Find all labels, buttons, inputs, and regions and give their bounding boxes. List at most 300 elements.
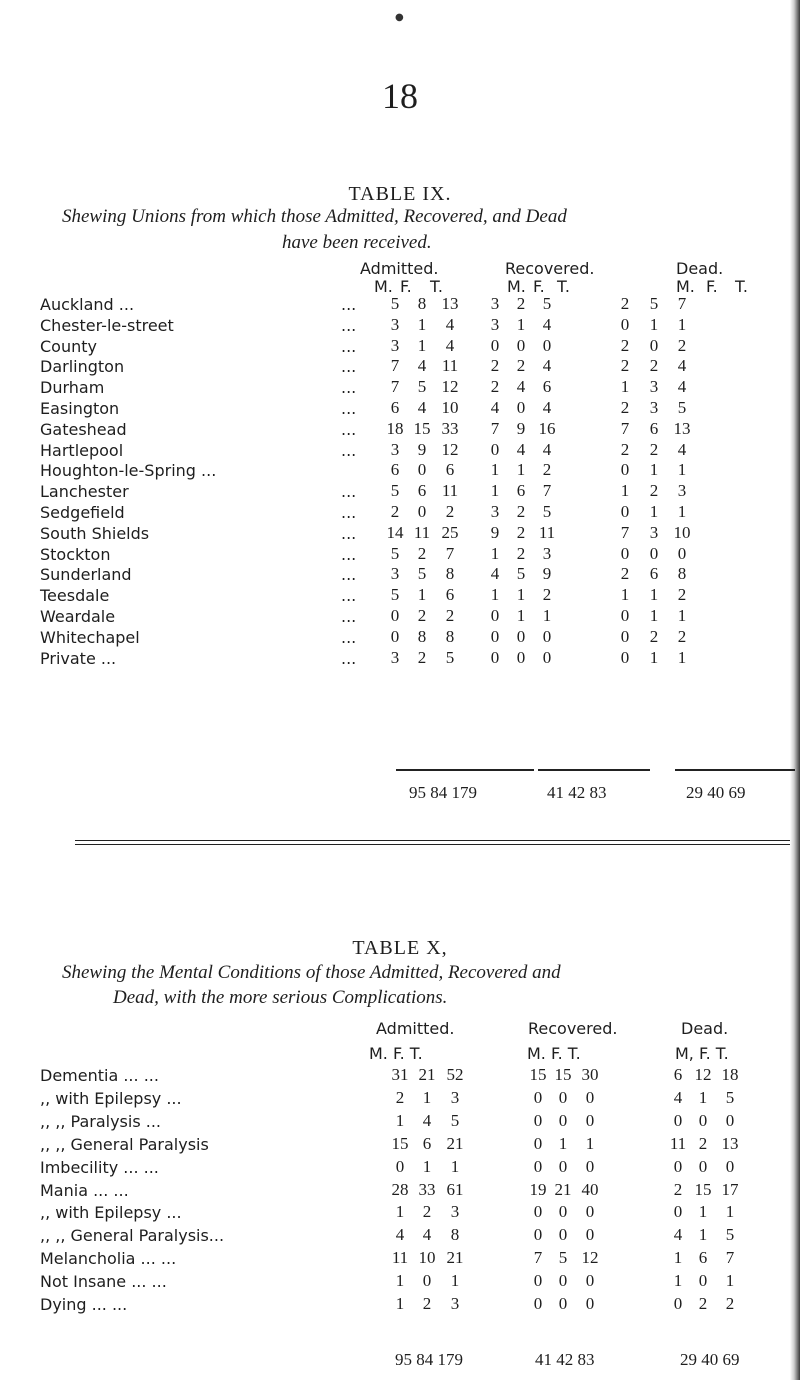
table10-row-label: Not Insane ... ...: [40, 1272, 167, 1292]
table9-cell: 1: [620, 377, 630, 397]
table10-cell: 3: [450, 1087, 460, 1107]
table9-cell: 2: [417, 647, 427, 667]
table9-cell: 2: [620, 335, 630, 355]
table9-cell: 0: [490, 606, 500, 625]
table10-total-recovered: 41 42 83: [535, 1350, 595, 1369]
table10-cell: 61: [446, 1179, 464, 1199]
table9-cell: 1: [490, 585, 500, 605]
table10-cell: 11: [669, 1133, 687, 1153]
table9-cell: 1: [516, 585, 526, 605]
table9-cell: 9: [542, 564, 552, 584]
table9-total-rule-dead: [675, 769, 795, 771]
table10-header-recovered: Recovered.: [528, 1019, 618, 1038]
table10-cell: 3: [450, 1202, 460, 1222]
table10-cell: 18: [721, 1065, 739, 1084]
table9-cell: 2: [516, 502, 526, 521]
table9-cell: 1: [516, 606, 526, 625]
table9-cell: 10: [441, 398, 459, 417]
table9-cell: 5: [417, 377, 427, 397]
table10-cell: 0: [585, 1271, 595, 1291]
table9-row-label: Private ...: [40, 648, 117, 668]
table9-cell: 0: [542, 626, 552, 646]
table9-row-label: Sedgefield: [40, 503, 125, 522]
table10-cell: 0: [673, 1110, 683, 1130]
table10-cell: 19: [529, 1179, 547, 1199]
table9-cell: 3: [649, 377, 659, 397]
table10-subheader-admitted: M. F. T.: [369, 1044, 423, 1063]
table9-cell: 13: [673, 418, 691, 438]
table9-cell: 0: [620, 460, 630, 480]
table10-cell: 0: [533, 1110, 543, 1130]
table10-cell: 4: [673, 1225, 683, 1245]
table9-cell: 3: [649, 522, 659, 542]
table10-total-admitted: 95 84 179: [395, 1350, 463, 1369]
table9-cell: 0: [677, 543, 687, 563]
table9-header-recovered: Recovered.: [505, 259, 595, 278]
table10-cell: 12: [694, 1065, 712, 1084]
table9-cell: 16: [538, 418, 556, 438]
table9-row-label: Whitechapel: [40, 627, 140, 647]
table9-row-label: Stockton: [40, 544, 111, 564]
table10-cell: 21: [554, 1179, 572, 1199]
table10-cell: 21: [418, 1065, 436, 1084]
table9-cell: 8: [445, 626, 455, 646]
table9-cell: 0: [417, 460, 427, 480]
table9-cell: 6: [649, 564, 659, 584]
table9-total-rule-admitted: [396, 769, 534, 771]
table9-row-label: Gateshead: [40, 419, 127, 439]
table10-cell: 1: [450, 1271, 460, 1291]
table9-cell: 2: [542, 585, 552, 605]
table9-cell: 25: [441, 522, 459, 542]
table10-cell: 0: [673, 1294, 683, 1313]
table9-cell: 7: [620, 522, 630, 542]
table9-cell: 1: [677, 314, 687, 334]
table9-cell: 4: [677, 377, 687, 397]
table9-title: TABLE IX.: [348, 183, 452, 205]
table9-cell: 3: [390, 335, 400, 355]
table10-row-label: ,, with Epilepsy ...: [40, 1088, 182, 1108]
table9-cell: 2: [417, 543, 427, 563]
table9-cell: 2: [516, 522, 526, 542]
table9-cell: 1: [677, 502, 687, 521]
table9-cell: 9: [516, 418, 526, 438]
table9-cell: 1: [516, 314, 526, 334]
table10-row-label: ,, with Epilepsy ...: [40, 1203, 182, 1223]
table9-cell: 5: [677, 398, 687, 417]
table10-cell: 0: [533, 1156, 543, 1176]
table9-cell: 1: [677, 460, 687, 480]
table9-cell: 4: [677, 439, 687, 459]
table9-cell: 6: [445, 585, 455, 605]
table9-total-dead: 29 40 69: [686, 783, 746, 802]
table10-cell: 0: [698, 1271, 708, 1291]
table9-cell: 0: [490, 626, 500, 646]
table10-cell: 1: [395, 1294, 405, 1313]
table10-cell: 1: [395, 1202, 405, 1222]
table9-cell: 1: [649, 314, 659, 334]
table9-row-label: Easington: [40, 399, 120, 418]
page-number: 18: [382, 76, 418, 116]
table9-subheader-t: T.: [735, 277, 748, 296]
table9-cell: 5: [542, 502, 552, 521]
table10-cell: 1: [395, 1110, 405, 1130]
table9-cell: 2: [677, 335, 687, 355]
table9-cell: 4: [516, 377, 526, 397]
table9-row-dots: ...: [341, 295, 357, 314]
table10-cell: 0: [585, 1225, 595, 1245]
table9-subheader-t: T.: [430, 277, 443, 296]
table9-cell: 9: [417, 439, 427, 459]
table10-cell: 40: [581, 1179, 599, 1199]
table9-cell: 18: [386, 418, 404, 438]
table10-cell: 6: [673, 1065, 683, 1084]
table9-cell: 2: [677, 626, 687, 646]
table10-caption-line2: Dead, with the more serious Complications.: [113, 987, 448, 1008]
table9-cell: 1: [649, 460, 659, 480]
table9-row-label: Lanchester: [40, 482, 129, 502]
table9-cell: 4: [542, 439, 552, 459]
table9-subheader-m: M.: [374, 277, 393, 296]
table10-cell: 7: [533, 1248, 543, 1268]
table10-cell: 0: [533, 1087, 543, 1107]
table10-cell: 0: [533, 1133, 543, 1153]
table9-cell: 4: [542, 314, 552, 334]
table9-cell: 2: [516, 294, 526, 313]
table9-cell: 4: [417, 356, 427, 376]
table10-cell: 2: [395, 1087, 405, 1107]
table9-cell: 0: [390, 626, 400, 646]
table9-row-dots: ...: [341, 378, 357, 398]
table10-cell: 4: [422, 1110, 432, 1130]
section-divider-bottom: [75, 844, 790, 845]
table10-total-dead: 29 40 69: [680, 1350, 740, 1369]
table9-cell: 2: [490, 356, 500, 376]
table9-cell: 4: [417, 398, 427, 417]
table10-cell: 0: [698, 1156, 708, 1176]
table9-cell: 1: [649, 606, 659, 625]
table10-cell: 10: [418, 1248, 436, 1268]
table10-cell: 0: [558, 1110, 568, 1130]
table10-cell: 1: [698, 1087, 708, 1107]
table10-cell: 2: [698, 1294, 708, 1313]
table10-cell: 15: [391, 1133, 409, 1153]
table9-subheader-t: T.: [557, 277, 570, 296]
table9-cell: 6: [390, 460, 400, 480]
table9-row-label: Auckland ...: [40, 295, 135, 314]
table9-cell: 4: [490, 398, 500, 417]
table10-cell: 0: [585, 1087, 595, 1107]
table9-row-dots: ...: [341, 586, 357, 606]
table9-cell: 1: [417, 585, 427, 605]
table10-cell: 33: [418, 1179, 436, 1199]
table9-cell: 1: [649, 647, 659, 667]
table9-cell: 1: [677, 647, 687, 667]
table10-cell: 5: [558, 1248, 568, 1268]
table9-row-dots: ...: [341, 440, 357, 460]
table10-caption-line1: Shewing the Mental Conditions of those Admitted, Recovered and: [62, 962, 561, 983]
table10-subheader-dead: M, F. T.: [675, 1044, 729, 1063]
table10-row-label: Imbecility ... ...: [40, 1157, 159, 1177]
table9-cell: 3: [677, 481, 687, 501]
table10-cell: 0: [698, 1110, 708, 1130]
table9-cell: 3: [490, 314, 500, 334]
table9-cell: 2: [620, 294, 630, 313]
table9-row-label: Durham: [40, 378, 105, 398]
table9-cell: 5: [516, 564, 526, 584]
table9-total-recovered: 41 42 83: [547, 783, 607, 802]
table9-cell: 2: [516, 543, 526, 563]
table10-row-label: ,, ,, General Paralysis...: [40, 1226, 225, 1246]
table9-cell: 0: [620, 606, 630, 625]
table9-cell: 6: [542, 377, 552, 397]
table9-cell: 0: [490, 335, 500, 355]
table10-cell: 1: [698, 1225, 708, 1245]
table9-cell: 0: [417, 502, 427, 521]
table9-subheader-f: F.: [533, 277, 545, 296]
table10-cell: 0: [585, 1156, 595, 1176]
table9-cell: 6: [649, 418, 659, 438]
table10-cell: 2: [673, 1179, 683, 1199]
table9-cell: 1: [516, 460, 526, 480]
table9-subheader-m: M.: [507, 277, 526, 296]
table9-row-label: Hartlepool: [40, 440, 124, 460]
table10-cell: 1: [725, 1271, 735, 1291]
table9-row-label: Sunderland: [40, 565, 132, 585]
table10-cell: 1: [422, 1156, 432, 1176]
table9-row-dots: ...: [341, 607, 357, 626]
table9-cell: 10: [673, 522, 691, 542]
table9-row-label: South Shields: [40, 523, 150, 543]
table9-subheader-f: F.: [706, 277, 718, 296]
table9-cell: 12: [441, 439, 459, 459]
table9-cell: 11: [538, 522, 556, 542]
table10-cell: 2: [422, 1294, 432, 1313]
table9-row-dots: ...: [341, 627, 357, 647]
table10-cell: 2: [698, 1133, 708, 1153]
table9-cell: 8: [417, 626, 427, 646]
table10-cell: 1: [725, 1202, 735, 1222]
table10-cell: 0: [533, 1202, 543, 1222]
table9-cell: 2: [516, 356, 526, 376]
table9-row-label: Houghton-le-Spring ...: [40, 461, 217, 481]
table10-cell: 52: [446, 1065, 464, 1084]
table9-cell: 0: [649, 543, 659, 563]
table9-cell: 14: [386, 522, 404, 542]
table9-cell: 0: [390, 606, 400, 625]
table10-cell: 5: [725, 1225, 735, 1245]
table9-cell: 0: [516, 626, 526, 646]
table9-row-label: County: [40, 336, 97, 356]
table10-cell: 15: [529, 1065, 547, 1084]
table9-cell: 3: [542, 543, 552, 563]
table10-cell: 21: [446, 1248, 464, 1268]
table9-cell: 3: [390, 314, 400, 334]
table10-cell: 2: [725, 1294, 735, 1313]
table9-cell: 1: [490, 481, 500, 501]
table9-cell: 4: [542, 356, 552, 376]
table9-cell: 2: [620, 398, 630, 417]
table9-caption-line1: Shewing Unions from which those Admitted, Recovered, and Dead: [62, 206, 567, 227]
table9-cell: 7: [445, 543, 455, 563]
table9-row-dots: ...: [341, 523, 357, 543]
table9-cell: 3: [490, 502, 500, 521]
table9-cell: 2: [390, 502, 400, 521]
table9-cell: 5: [417, 564, 427, 584]
table9-cell: 2: [649, 356, 659, 376]
table9-cell: 5: [542, 294, 552, 313]
table10-cell: 0: [533, 1225, 543, 1245]
table9-cell: 33: [441, 418, 459, 438]
table9-cell: 2: [417, 606, 427, 625]
table9-cell: 0: [542, 335, 552, 355]
table9-cell: 11: [413, 522, 431, 542]
table10-row-label: ,, ,, General Paralysis: [40, 1134, 209, 1154]
table10-cell: 0: [395, 1156, 405, 1176]
table9-cell: 0: [516, 335, 526, 355]
table10-header-admitted: Admitted.: [376, 1019, 455, 1038]
table10-cell: 0: [558, 1087, 568, 1107]
table9-cell: 11: [441, 356, 459, 376]
table9-cell: 3: [649, 398, 659, 417]
table9-cell: 1: [677, 606, 687, 625]
table9-header-admitted: Admitted.: [360, 259, 439, 278]
table9-row-dots: ...: [341, 315, 357, 335]
table10-cell: 30: [581, 1065, 599, 1084]
table10-cell: 5: [725, 1087, 735, 1107]
table9-cell: 1: [417, 335, 427, 355]
table9-row-dots: ...: [341, 565, 357, 585]
table10-row-label: Melancholia ... ...: [40, 1249, 177, 1269]
table9-cell: 2: [620, 356, 630, 376]
table9-row-label: Weardale: [40, 607, 116, 626]
table10-cell: 28: [391, 1179, 409, 1199]
table10-cell: 4: [673, 1087, 683, 1107]
section-divider-top: [75, 840, 790, 841]
table10-cell: 0: [422, 1271, 432, 1291]
table9-cell: 0: [620, 314, 630, 334]
table9-cell: 1: [417, 314, 427, 334]
table10-cell: 13: [721, 1133, 739, 1153]
table9-cell: 5: [390, 543, 400, 563]
table9-cell: 11: [441, 481, 459, 501]
table9-cell: 4: [445, 314, 455, 334]
table9-cell: 7: [677, 294, 687, 313]
table9-cell: 5: [390, 585, 400, 605]
table10-row-label: Mania ... ...: [40, 1180, 129, 1200]
table10-title: TABLE X,: [352, 937, 448, 959]
table10-cell: 4: [395, 1225, 405, 1245]
table9-cell: 6: [390, 398, 400, 417]
table9-cell: 7: [490, 418, 500, 438]
table9-cell: 4: [677, 356, 687, 376]
table10-cell: 0: [725, 1110, 735, 1130]
table10-cell: 1: [450, 1156, 460, 1176]
table10-cell: 21: [446, 1133, 464, 1153]
table10-cell: 5: [450, 1110, 460, 1130]
table10-cell: 0: [673, 1156, 683, 1176]
table9-cell: 0: [516, 647, 526, 667]
table9-cell: 0: [490, 647, 500, 667]
table10-cell: 2: [422, 1202, 432, 1222]
table9-subheader-f: F.: [400, 277, 412, 296]
table9-cell: 8: [677, 564, 687, 584]
table9-row-dots: ...: [341, 544, 357, 564]
table10-cell: 1: [422, 1087, 432, 1107]
table9-row-dots: ...: [341, 336, 357, 356]
table9-cell: 5: [390, 481, 400, 501]
table9-caption-line2: have been received.: [282, 232, 432, 253]
table10-cell: 11: [391, 1248, 409, 1268]
table10-header-dead: Dead.: [681, 1019, 729, 1038]
table9-cell: 0: [620, 502, 630, 521]
table10-cell: 1: [673, 1248, 683, 1268]
table9-row-dots: ...: [341, 419, 357, 439]
table9-cell: 3: [390, 647, 400, 667]
table10-cell: 0: [558, 1294, 568, 1313]
table9-cell: 3: [390, 564, 400, 584]
table9-cell: 15: [413, 418, 431, 438]
table9-cell: 2: [445, 606, 455, 625]
table9-cell: 1: [620, 481, 630, 501]
table10-row-label: ,, ,, Paralysis ...: [40, 1111, 162, 1131]
table9-total-rule-recovered: [538, 769, 650, 771]
table9-cell: 2: [490, 377, 500, 397]
table9-row-dots: ...: [341, 648, 357, 668]
table9-cell: 0: [490, 439, 500, 459]
table10-cell: 1: [585, 1133, 595, 1153]
table10-cell: 7: [725, 1248, 735, 1268]
table9-cell: 0: [620, 647, 630, 667]
table10-row-label: Dying ... ...: [40, 1295, 128, 1314]
table10-cell: 0: [558, 1225, 568, 1245]
table10-cell: 12: [581, 1248, 599, 1268]
table9-cell: 2: [649, 481, 659, 501]
table10-cell: 8: [450, 1225, 460, 1245]
table10-subheader-recovered: M. F. T.: [527, 1044, 581, 1063]
table9-cell: 1: [649, 502, 659, 521]
table10-cell: 0: [558, 1271, 568, 1291]
table9-cell: 12: [441, 377, 459, 397]
table9-cell: 7: [390, 356, 400, 376]
table9-row-label: Chester-le-street: [40, 315, 174, 335]
table10-cell: 1: [673, 1271, 683, 1291]
table9-cell: 2: [542, 460, 552, 480]
table9-cell: 5: [445, 647, 455, 667]
table10-cell: 1: [395, 1271, 405, 1291]
table9-cell: 0: [620, 626, 630, 646]
print-mark: ●: [395, 12, 404, 23]
table9-row-dots: ...: [341, 503, 357, 522]
table9-total-admitted: 95 84 179: [409, 783, 477, 802]
table9-cell: 6: [516, 481, 526, 501]
table9-cell: 5: [649, 294, 659, 313]
table10-cell: 4: [422, 1225, 432, 1245]
table9-header-dead: Dead.: [676, 259, 724, 278]
table9-cell: 2: [649, 439, 659, 459]
table10-cell: 17: [721, 1179, 739, 1199]
table9-cell: 7: [620, 418, 630, 438]
table9-cell: 2: [649, 626, 659, 646]
table10-cell: 0: [585, 1294, 595, 1313]
table10-cell: 3: [450, 1294, 460, 1313]
table9-cell: 8: [417, 294, 427, 313]
table9-row-label: Teesdale: [40, 586, 110, 606]
table10-cell: 0: [585, 1202, 595, 1222]
table10-cell: 6: [698, 1248, 708, 1268]
table9-cell: 2: [620, 564, 630, 584]
table9-cell: 5: [390, 294, 400, 313]
